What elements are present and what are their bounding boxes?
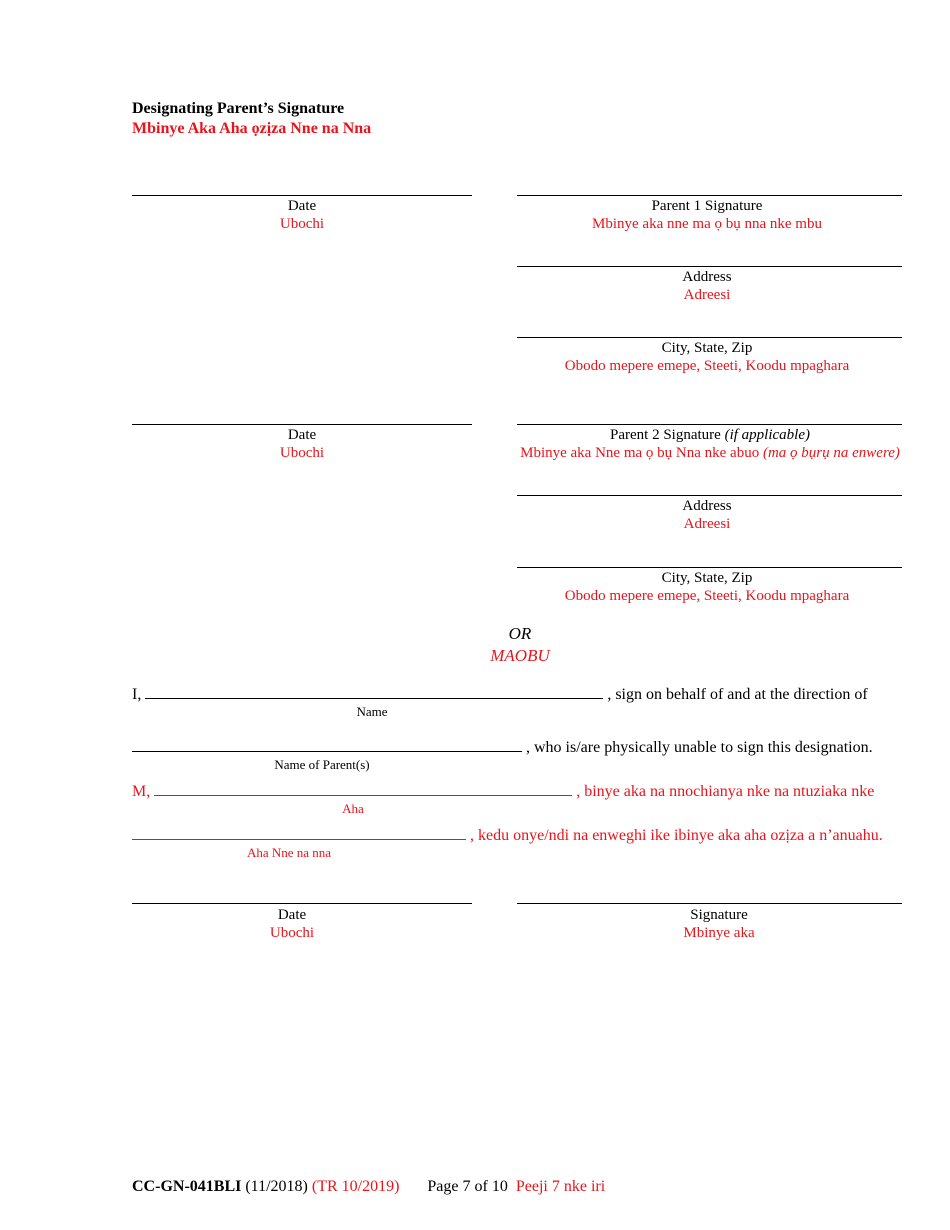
or-text: OR (508, 624, 532, 643)
parent1-city-line[interactable] (517, 337, 902, 338)
final-signature-line[interactable] (517, 903, 902, 904)
proxy-line-4: , kedu onye/ndi na enweghi ike ibinye aka aha ozịza a n’anuahu. (132, 825, 883, 846)
proxy-line-1: I, , sign on behalf of and at the direction of (132, 686, 868, 703)
parent2-address-line[interactable] (517, 495, 902, 496)
final-signature-label: Signature Mbinye aka (683, 907, 755, 941)
parent2-address-label: Address Adreesi (682, 498, 732, 532)
name-input-line[interactable] (145, 684, 603, 699)
parent2-city-line[interactable] (517, 567, 902, 568)
parent1-address-line[interactable] (517, 266, 902, 267)
form-id: CC-GN-041BLI (132, 1178, 242, 1195)
page-number-translation: Peeji 7 nke iri (515, 1178, 606, 1195)
parent2-city-label: City, State, Zip Obodo mepere emepe, Steeti, Koodu mpaghara (564, 570, 850, 604)
footer (132, 1177, 605, 1197)
parent1-city-label: City, State, Zip Obodo mepere emepe, Steeti, Koodu mpaghara (564, 340, 850, 374)
page-title: Designating Parent’s Signature (132, 100, 345, 117)
aha-nne-field-label: Aha Nne na nna (246, 845, 332, 860)
parent1-signature-label: Parent 1 Signature Mbinye aka nne ma ọ bụ nna nke mbu (592, 198, 822, 232)
date-line-2[interactable] (132, 424, 472, 425)
page-number: Page 7 of 10 (427, 1178, 508, 1195)
parent1-address-label: Address Adreesi (682, 269, 732, 303)
proxy-line-2: , who is/are physically unable to sign this designation. (132, 737, 873, 758)
form-translation-date: (TR 10/2019) (311, 1178, 400, 1195)
page-title-translation: Mbinye Aka Aha ọzịza Nne na Nna (132, 120, 372, 137)
date-line-1[interactable] (132, 195, 472, 196)
date-label-2: Date Ubochi (279, 427, 325, 461)
or-divider (470, 623, 570, 667)
proxy-line-3: M, , binye aka na nnochianya nke na ntuziaka nke (132, 783, 875, 800)
or-text-translation: MAOBU (490, 646, 550, 665)
aha-input-line[interactable] (154, 781, 572, 796)
date-label-1: Date Ubochi (279, 198, 325, 232)
parent1-signature-line[interactable] (517, 195, 902, 196)
aha-nne-input-line[interactable] (132, 825, 466, 840)
final-date-line[interactable] (132, 903, 472, 904)
parent-name-input-line[interactable] (132, 737, 522, 752)
parent2-signature-label: Parent 2 Signature (if applicable) Mbinye aka Nne ma ọ bụ Nna nke abuo (ma ọ bụrụ na enwere) (520, 427, 900, 461)
aha-field-label: Aha (342, 801, 364, 816)
name-field-label: Name (356, 704, 388, 719)
parent2-signature-line[interactable] (517, 424, 902, 425)
parent-name-field-label: Name of Parent(s) (274, 757, 370, 772)
final-date-label: Date Ubochi (269, 907, 315, 941)
form-date: (11/2018) (245, 1178, 308, 1195)
